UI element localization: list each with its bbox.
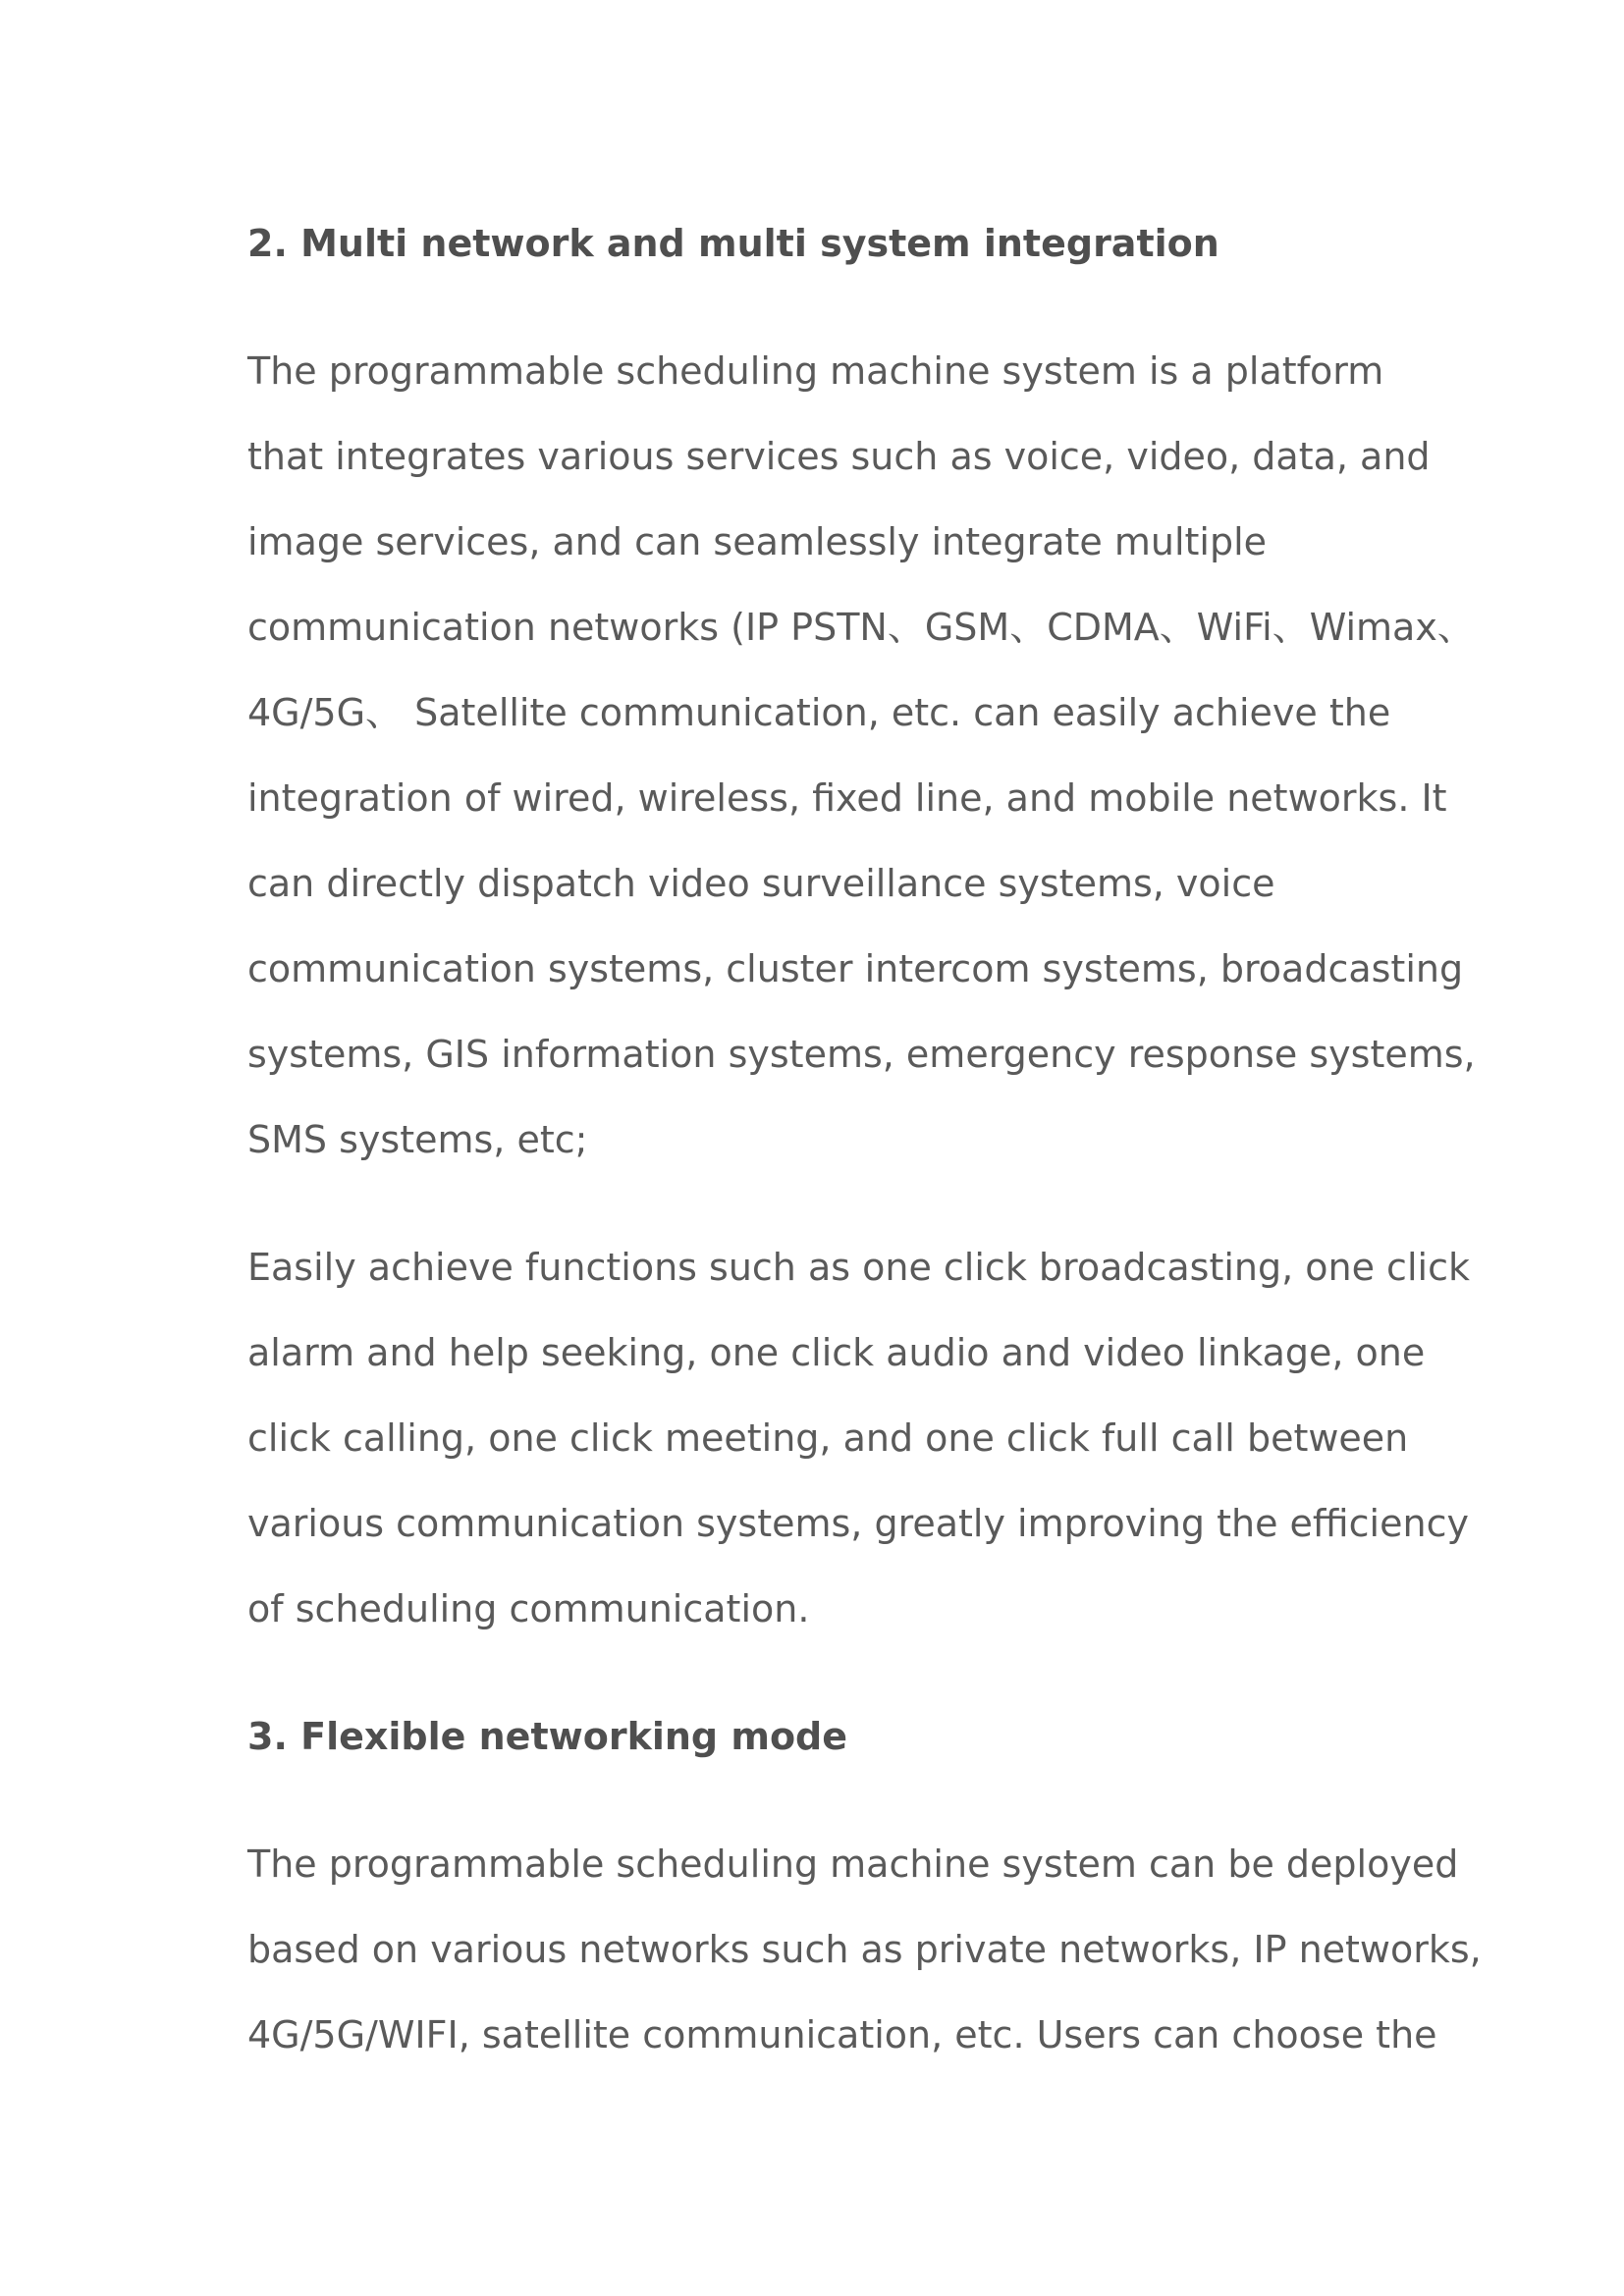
text-line: 4G/5G/WIFI, satellite communication, etc. Users can choose the (247, 2013, 1437, 2056)
text-line: click calling, one click meeting, and one click full call between (247, 1416, 1409, 1460)
text-line: various communication systems, greatly improving the efficiency (247, 1502, 1469, 1545)
section-2-heading: 2. Multi network and multi system integration (247, 222, 1219, 265)
text-line: of scheduling communication. (247, 1587, 810, 1630)
text-line: communication networks (IP PSTN、GSM、CDMA、WiFi、Wimax、 (247, 606, 1475, 649)
section-2-paragraph-2 (247, 1225, 1470, 1652)
text-line: The programmable scheduling machine system is a platform (247, 349, 1384, 393)
document-page (247, 201, 1482, 2078)
text-line: The programmable scheduling machine system can be deployed (247, 1842, 1459, 1886)
text-line: integration of wired, wireless, fixed line, and mobile networks. It (247, 776, 1447, 820)
text-line: Easily achieve functions such as one click broadcasting, one click (247, 1246, 1470, 1289)
text-line: 4G/5G、 Satellite communication, etc. can easily achieve the (247, 691, 1391, 734)
text-line: alarm and help seeking, one click audio and video linkage, one (247, 1331, 1426, 1374)
text-line: SMS systems, etc; (247, 1118, 588, 1161)
text-line: image services, and can seamlessly integrate multiple (247, 520, 1268, 563)
text-line: can directly dispatch video surveillance systems, voice (247, 862, 1275, 905)
spacer (247, 1780, 1416, 1822)
text-line: based on various networks such as private networks, IP networks, (247, 1928, 1482, 1971)
spacer (247, 287, 1416, 329)
text-line: communication systems, cluster intercom systems, broadcasting (247, 947, 1464, 990)
text-line: that integrates various services such as voice, video, data, and (247, 435, 1431, 478)
spacer (247, 1183, 1416, 1225)
section-2-paragraph-1 (247, 329, 1476, 1183)
text-line: systems, GIS information systems, emergency response systems, (247, 1033, 1476, 1076)
section-3-heading: 3. Flexible networking mode (247, 1715, 848, 1758)
section-3-paragraph-1 (247, 1822, 1482, 2078)
spacer (247, 1652, 1416, 1694)
